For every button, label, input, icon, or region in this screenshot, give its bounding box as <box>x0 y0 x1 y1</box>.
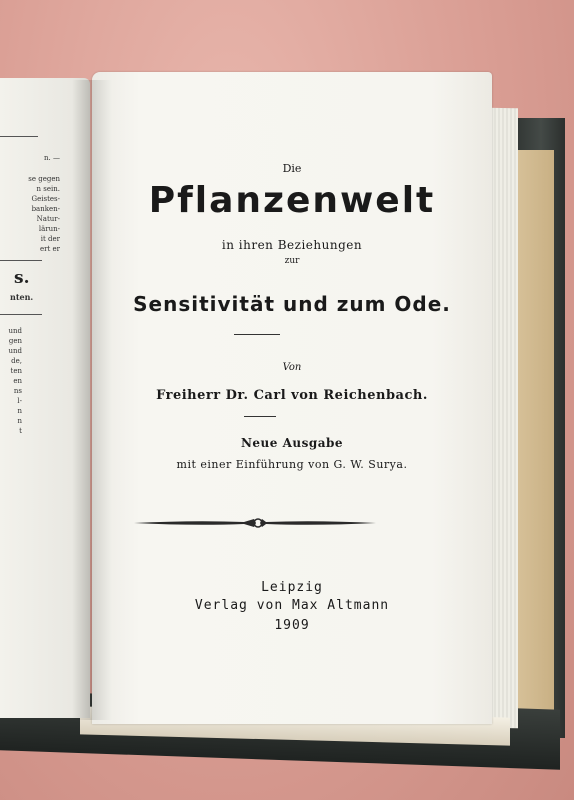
left-text-line: ert er <box>39 245 60 253</box>
introduction-line: mit einer Einführung von G. W. Surya. <box>176 458 408 471</box>
ornament-divider-icon <box>134 516 376 530</box>
author-rule <box>244 416 276 417</box>
publication-place: Leipzig <box>261 580 323 595</box>
left-page-rule <box>0 314 42 315</box>
left-column-line: ns <box>13 387 22 395</box>
subtitle-line-2: Sensitivität und zum Ode. <box>133 292 451 316</box>
left-text-line: se gegen <box>28 175 60 183</box>
title-rule <box>234 334 280 335</box>
title-article: Die <box>282 162 302 175</box>
author-name: Freiherr Dr. Carl von Reichenbach. <box>156 388 428 403</box>
left-column-line: l- <box>17 397 22 405</box>
book-board-paper <box>512 150 554 710</box>
left-column-line: n <box>17 417 22 425</box>
publisher-name: Verlag von Max Altmann <box>194 598 390 613</box>
main-title: Pflanzenwelt <box>148 180 436 221</box>
by-label: Von <box>282 362 302 373</box>
left-page-rule <box>0 136 38 137</box>
left-page-rule <box>0 260 42 261</box>
left-text-line: banken- <box>31 205 60 213</box>
left-bold-fragment: nten. <box>10 292 34 302</box>
left-text-line: n sein. <box>36 185 60 193</box>
page-edges <box>488 108 518 729</box>
left-column-line: t <box>19 427 22 435</box>
left-text-line: it der <box>40 235 60 243</box>
publication-year: 1909 <box>274 618 310 633</box>
left-column-line: und <box>8 327 22 335</box>
edition-label: Neue Ausgabe <box>240 436 344 450</box>
left-column-line: ten <box>10 367 22 375</box>
title-page <box>92 72 492 724</box>
left-column-line: en <box>13 377 22 385</box>
left-text-line: n. — <box>44 154 60 162</box>
book-gutter-shadow <box>72 80 112 720</box>
left-column-line: gen <box>8 337 22 345</box>
left-column-line: n <box>17 407 22 415</box>
left-heading-fragment: s. <box>14 268 30 288</box>
left-column-line: und <box>8 347 22 355</box>
left-text-line: lärun- <box>38 225 60 233</box>
subtitle-line-1: in ihren Beziehungen <box>221 238 363 252</box>
left-text-line: Natur- <box>36 215 60 223</box>
subtitle-connector: zur <box>284 256 300 266</box>
left-text-line: Geistes- <box>31 195 60 203</box>
left-column-line: de, <box>11 357 22 365</box>
